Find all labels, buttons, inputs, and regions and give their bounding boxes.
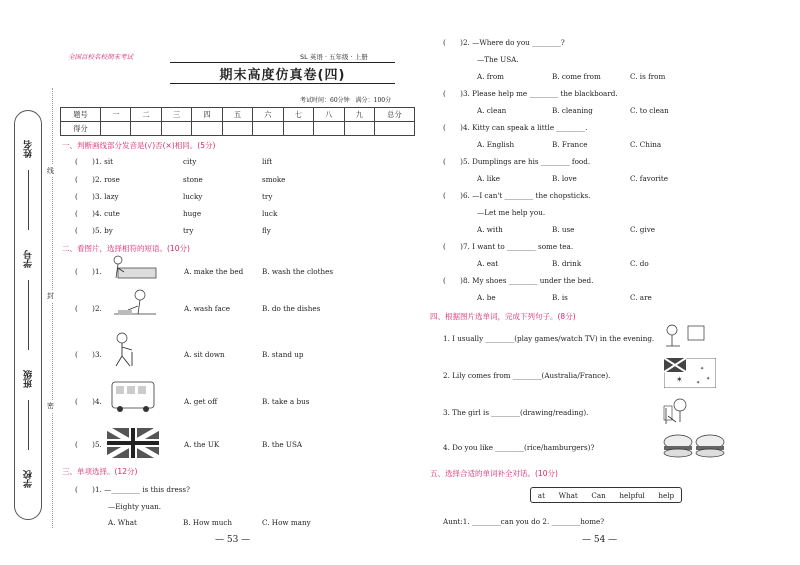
- table-cell: 二: [131, 108, 161, 122]
- svg-text:✶: ✶: [696, 380, 701, 386]
- school-label: 学校: [24, 470, 34, 488]
- mc-option: B. is: [552, 293, 568, 302]
- score-input-cell[interactable]: [192, 122, 222, 136]
- s2-item4: ( )4.: [75, 397, 102, 406]
- table-cell: 得分: [61, 122, 101, 136]
- table-cell: 题号: [61, 108, 101, 122]
- score-input-cell[interactable]: [222, 122, 252, 136]
- s2-option: B. the USA: [262, 440, 303, 449]
- mc-option: B. drink: [552, 259, 582, 268]
- title-bar: [170, 62, 395, 84]
- s3-q1-option: A. What: [108, 518, 137, 527]
- svg-text:✶: ✶: [706, 376, 711, 382]
- s2-option: B. wash the clothes: [262, 267, 334, 276]
- mc-q5: ( )5. Dumplings are his ________ food.: [443, 157, 591, 166]
- s1-word: lucky: [183, 192, 203, 201]
- mc-option: A. like: [477, 174, 500, 183]
- s3-q1-answer: —Eighty yuan.: [108, 502, 162, 511]
- hamburgers-picture: [662, 432, 726, 460]
- s1-item2: ( )2. rose: [75, 175, 120, 184]
- score-input-cell[interactable]: [253, 122, 283, 136]
- s1-word: city: [183, 157, 197, 166]
- s1-item3: ( )3. lazy: [75, 192, 119, 201]
- s1-word: huge: [183, 209, 202, 218]
- bed-picture: [106, 254, 158, 282]
- s2-option: A. the UK: [184, 440, 220, 449]
- s2-option: B. stand up: [262, 350, 304, 359]
- mc-option: A. be: [477, 293, 496, 302]
- s4-item: 2. Lily comes from ________(Australia/France).: [443, 371, 611, 380]
- mc-option: B. use: [552, 225, 575, 234]
- mc-q7: ( )7. I want to ________ some tea.: [443, 242, 574, 251]
- score-input-cell[interactable]: [314, 122, 344, 136]
- word-bank: [530, 487, 682, 503]
- s2-option: A. get off: [184, 397, 218, 406]
- section3-title: 三、单项选择。(12分): [62, 467, 138, 476]
- table-cell: 六: [253, 108, 283, 122]
- s5-dialogue-line: Aunt:1. ________can you do 2. ________home?: [443, 517, 605, 526]
- s2-option: B. do the dishes: [262, 304, 321, 313]
- mc-option: A. from: [477, 72, 504, 81]
- mc-option: B. cleaning: [552, 106, 593, 115]
- page-number-right: — 54 —: [582, 535, 618, 545]
- australia-flag-picture: [664, 358, 716, 388]
- table-cell: 总分: [375, 108, 415, 122]
- score-header-row: [61, 108, 415, 122]
- cut-line: [52, 88, 53, 528]
- mc-q3: ( )3. Please help me ________ the blackboard.: [443, 89, 618, 98]
- sit-down-picture: [108, 332, 142, 370]
- s3-q1-option: B. How much: [183, 518, 232, 527]
- s1-word: try: [262, 192, 273, 201]
- mc-option: C. is from: [630, 72, 666, 81]
- s1-word: smoke: [262, 175, 286, 184]
- s1-word: fly: [262, 226, 271, 235]
- mc-q6: ( )6. —I can't ________ the chopsticks.: [443, 191, 591, 200]
- s1-item1: ( )1. sit: [75, 157, 114, 166]
- class-label: 班级: [24, 370, 34, 388]
- s2-item5: ( )5.: [75, 440, 102, 449]
- s2-option: A. sit down: [184, 350, 225, 359]
- mc-option: B. come from: [552, 72, 601, 81]
- section2-title: 二、看图片，选择相符的短语。(10分): [62, 244, 190, 253]
- uk-flag-picture: [107, 428, 159, 458]
- section4-title: 四、根据图片选单词，完成下列句子。(8分): [430, 312, 576, 321]
- s2-option: A. wash face: [184, 304, 231, 313]
- mc-q2: ( )2. —Where do you ________?: [443, 38, 565, 47]
- s2-option: B. take a bus: [262, 397, 310, 406]
- cut-mark-line: 线: [47, 167, 54, 175]
- mc-option: C. favorite: [630, 174, 669, 183]
- mc-option: A. English: [477, 140, 515, 149]
- binding-strip: [0, 0, 52, 565]
- dishes-picture: [110, 288, 160, 322]
- s4-item: 3. The girl is ________(drawing/reading).: [443, 408, 589, 417]
- mc-option: A. with: [477, 225, 503, 234]
- score-input-cell[interactable]: [344, 122, 375, 136]
- s1-item5: ( )5. by: [75, 226, 113, 235]
- subject-label: SL 英语 · 五年级 · 上册: [300, 53, 368, 61]
- section1-title: 一、判断画线部分发音是(√)否(×)相同。(5分): [62, 141, 216, 150]
- score-table: [60, 107, 415, 136]
- mc-option: B. love: [552, 174, 577, 183]
- tv-boy-picture: [662, 322, 706, 350]
- score-input-cell[interactable]: [101, 122, 131, 136]
- score-input-cell[interactable]: [283, 122, 313, 136]
- name-line: [28, 170, 29, 230]
- s2-option: A. make the bed: [184, 267, 244, 276]
- svg-text:✶: ✶: [676, 375, 683, 384]
- s3-q1: ( )1. —________ is this dress?: [75, 485, 190, 494]
- score-input-cell[interactable]: [375, 122, 415, 136]
- mc-option: C. are: [630, 293, 652, 302]
- mc-q4: ( )4. Kitty can speak a little ________.: [443, 123, 588, 132]
- girl-drawing-picture: [662, 396, 696, 428]
- mc-q2-sub: —The USA.: [477, 55, 519, 64]
- mc-option: A. eat: [477, 259, 499, 268]
- mc-option: B. France: [552, 140, 588, 149]
- table-cell: 五: [222, 108, 252, 122]
- word-bank-word: helpful: [619, 490, 645, 500]
- score-input-cell[interactable]: [161, 122, 191, 136]
- series-label: 全国百校名校期末考试: [68, 53, 133, 61]
- s1-item4: ( )4. cute: [75, 209, 120, 218]
- s1-word: stone: [183, 175, 203, 184]
- s4-item: 4. Do you like ________(rice/hamburgers)?: [443, 443, 595, 452]
- mc-option: C. China: [630, 140, 662, 149]
- table-cell: 八: [314, 108, 344, 122]
- bus-picture: [108, 378, 158, 416]
- table-cell: 一: [101, 108, 131, 122]
- mc-option: C. to clean: [630, 106, 669, 115]
- table-cell: 九: [344, 108, 375, 122]
- s2-item2: ( )2.: [75, 304, 102, 313]
- table-cell: 四: [192, 108, 222, 122]
- s1-word: lift: [262, 157, 273, 166]
- mc-option: A. clean: [477, 106, 507, 115]
- word-bank-word: help: [658, 490, 675, 500]
- table-cell: 三: [161, 108, 191, 122]
- page-title: 期末高度仿真卷(四): [219, 67, 346, 83]
- cut-mark-seal: 封: [47, 292, 54, 300]
- time-score-label: 考试时间：60分钟 满分：100分: [300, 97, 392, 104]
- name-label: 姓名: [24, 140, 34, 158]
- id-line: [28, 280, 29, 350]
- score-row: [61, 122, 415, 136]
- class-line: [28, 400, 29, 450]
- score-input-cell[interactable]: [131, 122, 161, 136]
- s3-q1-option: C. How many: [262, 518, 311, 527]
- page-number-left: — 53 —: [215, 535, 251, 545]
- svg-text:✶: ✶: [700, 366, 705, 372]
- student-id-label: 学号: [24, 250, 34, 268]
- s2-item3: ( )3.: [75, 350, 102, 359]
- s1-word: try: [183, 226, 194, 235]
- mc-q8: ( )8. My shoes ________ under the bed.: [443, 276, 594, 285]
- s1-word: luck: [262, 209, 278, 218]
- table-cell: 七: [283, 108, 313, 122]
- mc-option: C. give: [630, 225, 656, 234]
- cut-mark-secret: 密: [47, 402, 54, 410]
- s2-item1: ( )1.: [75, 267, 102, 276]
- word-bank-word: at: [537, 490, 545, 500]
- s4-item: 1. I usually ________(play games/watch TV) in the evening.: [443, 334, 655, 343]
- section5-title: 五、选择合适的单词补全对话。(10分): [430, 469, 558, 478]
- mc-q6-sub: —Let me help you.: [477, 208, 546, 217]
- word-bank-word: What: [558, 490, 578, 500]
- mc-option: C. do: [630, 259, 649, 268]
- word-bank-word: Can: [591, 490, 606, 500]
